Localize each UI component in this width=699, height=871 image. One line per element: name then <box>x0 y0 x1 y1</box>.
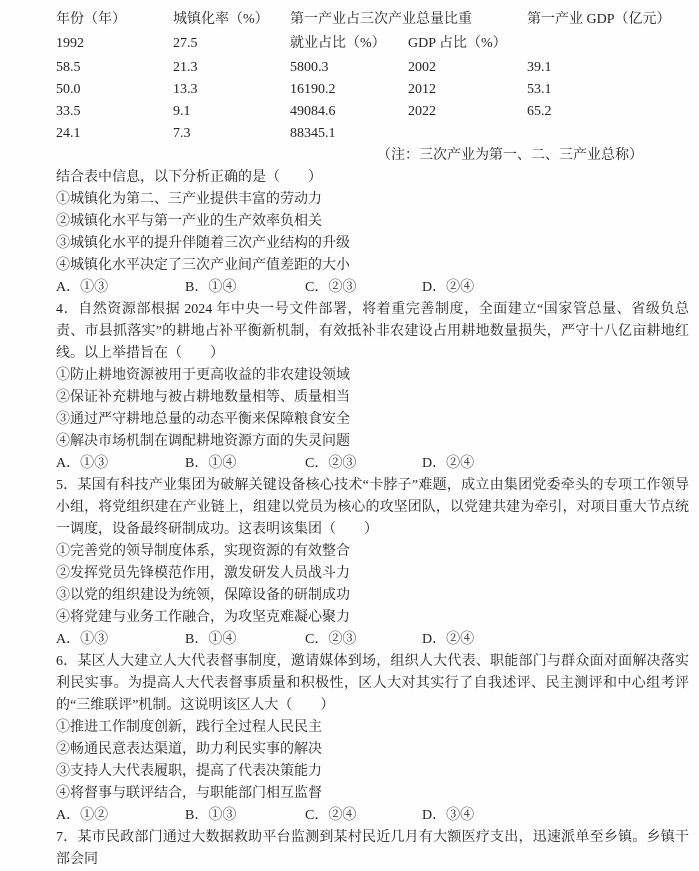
choice-a: A．①③ <box>56 456 109 471</box>
table-cell-urbanization: 65.2 <box>527 104 552 119</box>
table-cell-year: 2012 <box>408 82 436 97</box>
choice-c: C．②③ <box>305 280 357 295</box>
question-option-1: ①城镇化为第二、三产业提供丰富的劳动力 <box>56 192 322 207</box>
question-block-4 <box>56 299 689 475</box>
table-cell-urbanization: 27.5 <box>173 36 198 51</box>
table-cell-year: 1992 <box>56 36 84 51</box>
table-cell-year: 2002 <box>408 60 436 75</box>
table-header-urbanization: 城镇化率（%） <box>173 12 269 27</box>
table-cell-gdp-share: 9.1 <box>173 104 191 119</box>
table-cell-urbanization: 53.1 <box>527 82 552 97</box>
question-option-2: ②城镇化水平与第一产业的生产效率负相关 <box>56 214 322 229</box>
answer-choices-row <box>56 629 689 651</box>
choice-d: D．②④ <box>422 280 475 295</box>
answer-choices-row <box>56 453 689 475</box>
table-cell-gdp-share: 13.3 <box>173 82 198 97</box>
choice-b: B．①④ <box>185 456 237 471</box>
table-note: （注：三次产业为第一、二、三产业总称） <box>377 148 643 163</box>
table-header-year: 年份（年） <box>56 12 126 27</box>
question-option-3: ③通过严守耕地总量的动态平衡来保障粮食安全 <box>56 412 350 427</box>
question-block-5 <box>56 475 689 651</box>
table-header-primary-share-group: 第一产业占三次产业总量比重 <box>290 12 472 27</box>
table-header-employment-share: 就业占比（%） <box>290 36 386 51</box>
question-option-2: ②保证补充耕地与被占耕地数量相等、质量相当 <box>56 390 350 405</box>
question-option-2: ②畅通民意表达渠道，助力利民实事的解决 <box>56 742 322 757</box>
question-block-6 <box>56 651 689 827</box>
table-header-primary-gdp: 第一产业 GDP（亿元） <box>527 12 671 27</box>
table-cell-urbanization: 39.1 <box>527 60 552 75</box>
table-cell-primary-gdp: 16190.2 <box>290 82 336 97</box>
question-block-7 <box>56 827 689 871</box>
question-option-1: ①推进工作制度创新，践行全过程人民民主 <box>56 720 322 735</box>
question-block-3 <box>56 167 689 299</box>
question-option-2: ②发挥党员先锋模范作用，激发研发人员战斗力 <box>56 566 350 581</box>
answer-choices-row <box>56 277 689 299</box>
question-option-4: ④将党建与业务工作融合，为攻坚克难凝心聚力 <box>56 610 350 625</box>
choice-b: B．①④ <box>185 280 237 295</box>
table-cell-employment: 24.1 <box>56 126 81 141</box>
question-option-3: ③城镇化水平的提升伴随着三次产业结构的升级 <box>56 236 350 251</box>
question-stem: 4．自然资源部根据 2024 年中央一号文件部署，将着重完善制度，全面建立“国家管总量、省级负总责、市县抓落实”的耕地占补平衡新机制，有效抵补非农建设占用耕地数量损失，严守十八亿亩耕地红线。以上举措旨在（ ） <box>56 302 689 361</box>
table-cell-employment: 58.5 <box>56 60 81 75</box>
choice-b: B．①④ <box>185 632 237 647</box>
question-option-3: ③以党的组织建设为统领，保障设备的研制成功 <box>56 588 350 603</box>
choice-c: C．②③ <box>305 632 357 647</box>
table-cell-gdp-share: 21.3 <box>173 60 198 75</box>
table-cell-gdp-share: 7.3 <box>173 126 191 141</box>
choice-a: A．①③ <box>56 632 109 647</box>
question-stem: 6．某区人大建立人大代表督事制度，邀请媒体到场，组织人大代表、职能部门与群众面对面解决落实利民实事。为提高人大代表督事质量和积极性，区人大对其实行了自我述评、民主测评和中心组考评的“三维联评”机制。这说明该区人大（ ） <box>56 654 689 713</box>
question-option-1: ①防止耕地资源被用于更高收益的非农建设领域 <box>56 368 350 383</box>
table-cell-primary-gdp: 5800.3 <box>290 60 329 75</box>
question-option-4: ④将督事与联评结合，与职能部门相互监督 <box>56 786 322 801</box>
question-stem: 7．某市民政部门通过大数据救助平台监测到某村民近几月有大额医疗支出，迅速派单至乡镇。乡镇干部会同 <box>56 830 689 867</box>
question-option-4: ④解决市场机制在调配耕地资源方面的失灵问题 <box>56 434 350 449</box>
question-option-4: ④城镇化水平决定了三次产业间产值差距的大小 <box>56 258 350 273</box>
choice-c: C．②④ <box>305 808 357 823</box>
choice-b: B．①③ <box>185 808 237 823</box>
table-cell-primary-gdp: 49084.6 <box>290 104 336 119</box>
table-cell-employment: 33.5 <box>56 104 81 119</box>
choice-d: D．②④ <box>422 456 475 471</box>
table-cell-year: 2022 <box>408 104 436 119</box>
choice-a: A．①③ <box>56 280 109 295</box>
answer-choices-row <box>56 805 689 827</box>
choice-d: D．②④ <box>422 632 475 647</box>
choice-c: C．②③ <box>305 456 357 471</box>
table-cell-primary-gdp: 88345.1 <box>290 126 336 141</box>
question-stem: 结合表中信息，以下分析正确的是（ ） <box>56 170 322 185</box>
choice-d: D．③④ <box>422 808 475 823</box>
question-option-1: ①完善党的领导制度体系，实现资源的有效整合 <box>56 544 350 559</box>
table-cell-employment: 50.0 <box>56 82 81 97</box>
question-option-3: ③支持人大代表履职，提高了代表决策能力 <box>56 764 322 779</box>
table-header-gdp-share: GDP 占比（%） <box>408 36 507 51</box>
question-stem: 5．某国有科技产业集团为破解关键设备核心技术“卡脖子”难题，成立由集团党委牵头的专项工作领导小组，将党组织建在产业链上，组建以党员为核心的攻坚团队，以党建共建为牵引，对项目重大节点统一调度，设备最终研制成功。这表明该集团（ ） <box>56 478 689 537</box>
primary-industry-table <box>56 9 689 145</box>
choice-a: A．①② <box>56 808 109 823</box>
